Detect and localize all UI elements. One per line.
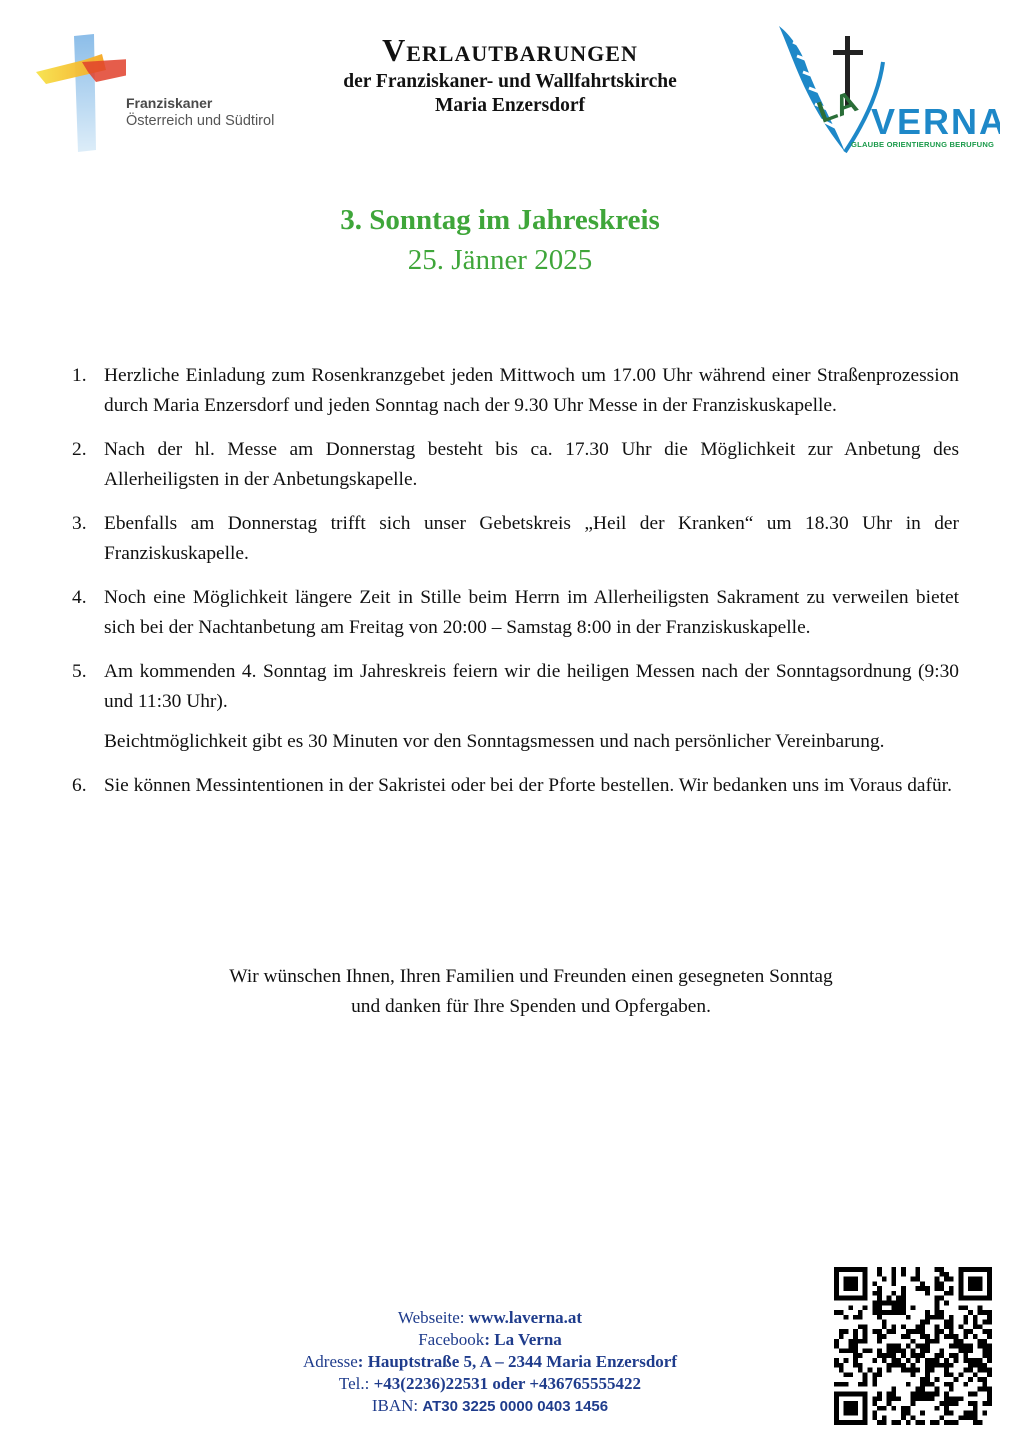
list-item xyxy=(64,771,959,801)
item-number: 3. xyxy=(72,513,87,534)
franziskaner-logo xyxy=(36,32,306,154)
tel-value: +43(2236)22531 oder +436765555422 xyxy=(373,1374,642,1393)
item-text: Ebenfalls am Donnerstag trifft sich unser Gebetskreis „Heil der Kranken“ um 18.30 Uhr in der Franziskuskapelle. xyxy=(104,513,959,564)
website-label: Webseite: xyxy=(397,1308,469,1327)
item-text: Nach der hl. Messe am Donnerstag besteht bis ca. 17.30 Uhr die Möglichkeit zur Anbetung des Allerheiligsten in der Anbetungskapelle. xyxy=(104,439,959,490)
item-number: 4. xyxy=(72,587,87,608)
address-label: Adresse xyxy=(303,1352,358,1371)
qr-code[interactable] xyxy=(834,1267,992,1425)
item-text: Noch eine Möglichkeit längere Zeit in Stille beim Herrn im Allerheiligsten Sakrament zu verweilen bietet sich bei der Nachtanbetung am Freitag von 20:00 – Samstag 8:00 in der Franziskuskapelle. xyxy=(104,587,959,638)
footer-contact xyxy=(260,1307,720,1418)
occasion-title: 3. Sonntag im Jahreskreis xyxy=(340,204,660,236)
la-verna-logo xyxy=(775,22,1000,162)
item-text: Am kommenden 4. Sonntag im Jahreskreis feiern wir die heiligen Messen nach der Sonntagsordnung (9:30 und 11:30 Uhr). xyxy=(104,661,959,712)
logo-left-line2: Österreich und Südtirol xyxy=(126,113,275,129)
header-subtitle-2: Maria Enzersdorf xyxy=(434,95,585,116)
occasion xyxy=(0,200,1000,280)
logo-verna-text: VERNA xyxy=(871,101,1000,142)
list-item xyxy=(64,583,959,643)
logo-left-line1: Franziskaner xyxy=(126,95,213,111)
logo-tagline: GLAUBE ORIENTIERUNG BERUFUNG xyxy=(851,140,995,149)
occasion-date: 25. Jänner 2025 xyxy=(407,244,593,276)
list-item xyxy=(64,509,959,569)
item-number: 5. xyxy=(72,661,87,682)
announcement-list xyxy=(64,361,959,815)
list-item xyxy=(64,657,959,757)
facebook-label: Facebook xyxy=(418,1330,485,1349)
list-item xyxy=(64,435,959,495)
header-subtitle-1: der Franziskaner- und Wallfahrtskirche xyxy=(343,71,677,92)
iban-label: IBAN: xyxy=(371,1396,423,1415)
closing-line-1: Wir wünschen Ihnen, Ihren Familien und Freunden einen gesegneten Sonntag xyxy=(229,966,833,987)
website-link[interactable]: www.laverna.at xyxy=(468,1308,583,1327)
facebook-link[interactable]: : La Verna xyxy=(484,1330,562,1349)
item-text-secondary: Beichtmöglichkeit gibt es 30 Minuten vor den Sonntagsmessen und nach persönlicher Vereinbarung. xyxy=(104,731,885,752)
item-text: Herzliche Einladung zum Rosenkranzgebet jeden Mittwoch um 17.00 Uhr während einer Straßenprozession durch Maria Enzersdorf und jeden Sonntag nach der 9.30 Uhr Messe in der Franziskuskapelle. xyxy=(104,365,959,416)
tau-cross-icon xyxy=(36,32,126,154)
tel-label: Tel.: xyxy=(338,1374,374,1393)
item-number: 2. xyxy=(72,439,87,460)
address-value: : Hauptstraße 5, A – 2344 Maria Enzersdorf xyxy=(357,1352,677,1371)
list-item xyxy=(64,361,959,421)
iban-value: AT30 3225 0000 0403 1456 xyxy=(422,1398,609,1415)
item-number: 1. xyxy=(72,365,87,386)
closing-line-2: und danken für Ihre Spenden und Opfergaben. xyxy=(351,996,711,1017)
header xyxy=(300,30,720,118)
logo-la-text: LA xyxy=(813,84,862,130)
item-number: 6. xyxy=(72,775,87,796)
page-title: Verlautbarungen xyxy=(382,32,638,68)
closing-message xyxy=(100,962,962,1022)
item-text: Sie können Messintentionen in der Sakristei oder bei der Pforte bestellen. Wir bedanken uns im Voraus dafür. xyxy=(104,775,952,796)
